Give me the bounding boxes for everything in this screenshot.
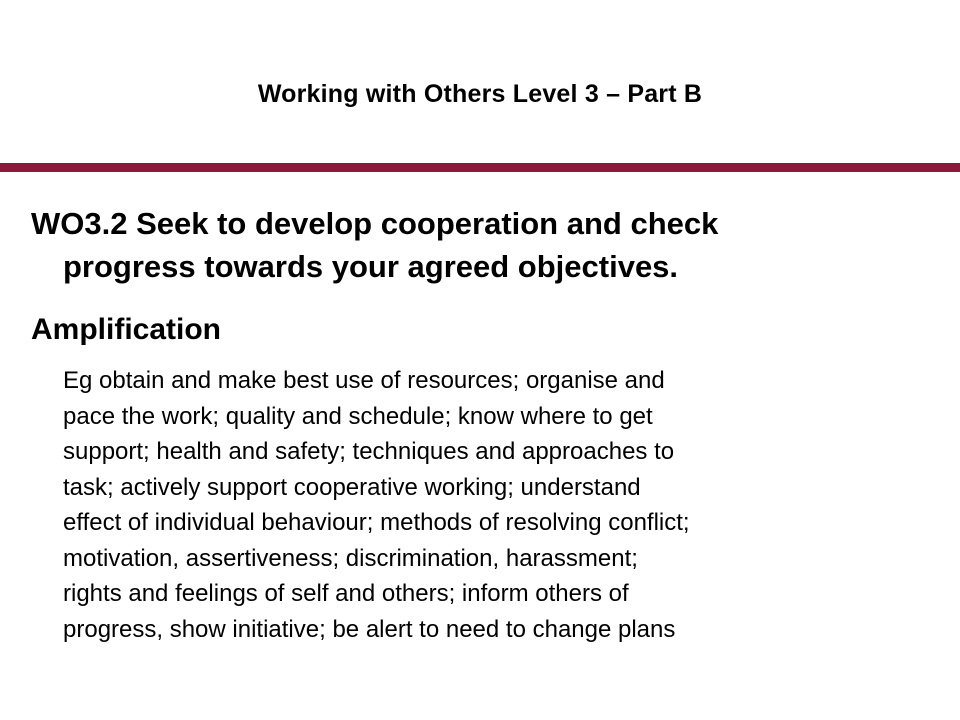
amplification-line: rights and feelings of self and others; inform others of <box>63 580 629 607</box>
amplification-line: motivation, assertiveness; discrimination, harassment; <box>63 544 638 572</box>
slide-title: Working with Others Level 3 – Part B <box>257 80 703 108</box>
amplification-text <box>63 363 943 647</box>
amplification-heading: Amplification <box>31 313 222 346</box>
amplification-line: effect of individual behaviour; methods of resolving conflict; <box>63 509 690 536</box>
objective-heading-line-2: progress towards your agreed objectives. <box>63 249 679 284</box>
title-divider <box>0 163 960 172</box>
amplification-line: support; health and safety; techniques and approaches to <box>63 438 675 465</box>
objective-heading <box>31 202 911 288</box>
objective-heading-line-1: WO3.2 Seek to develop cooperation and check <box>31 206 719 241</box>
amplification-line: progress, show initiative; be alert to need to change plans <box>63 615 676 643</box>
amplification-line: Eg obtain and make best use of resources; organise and <box>63 367 665 394</box>
amplification-line: pace the work; quality and schedule; know where to get <box>63 402 653 430</box>
amplification-line: task; actively support cooperative working; understand <box>63 473 641 501</box>
